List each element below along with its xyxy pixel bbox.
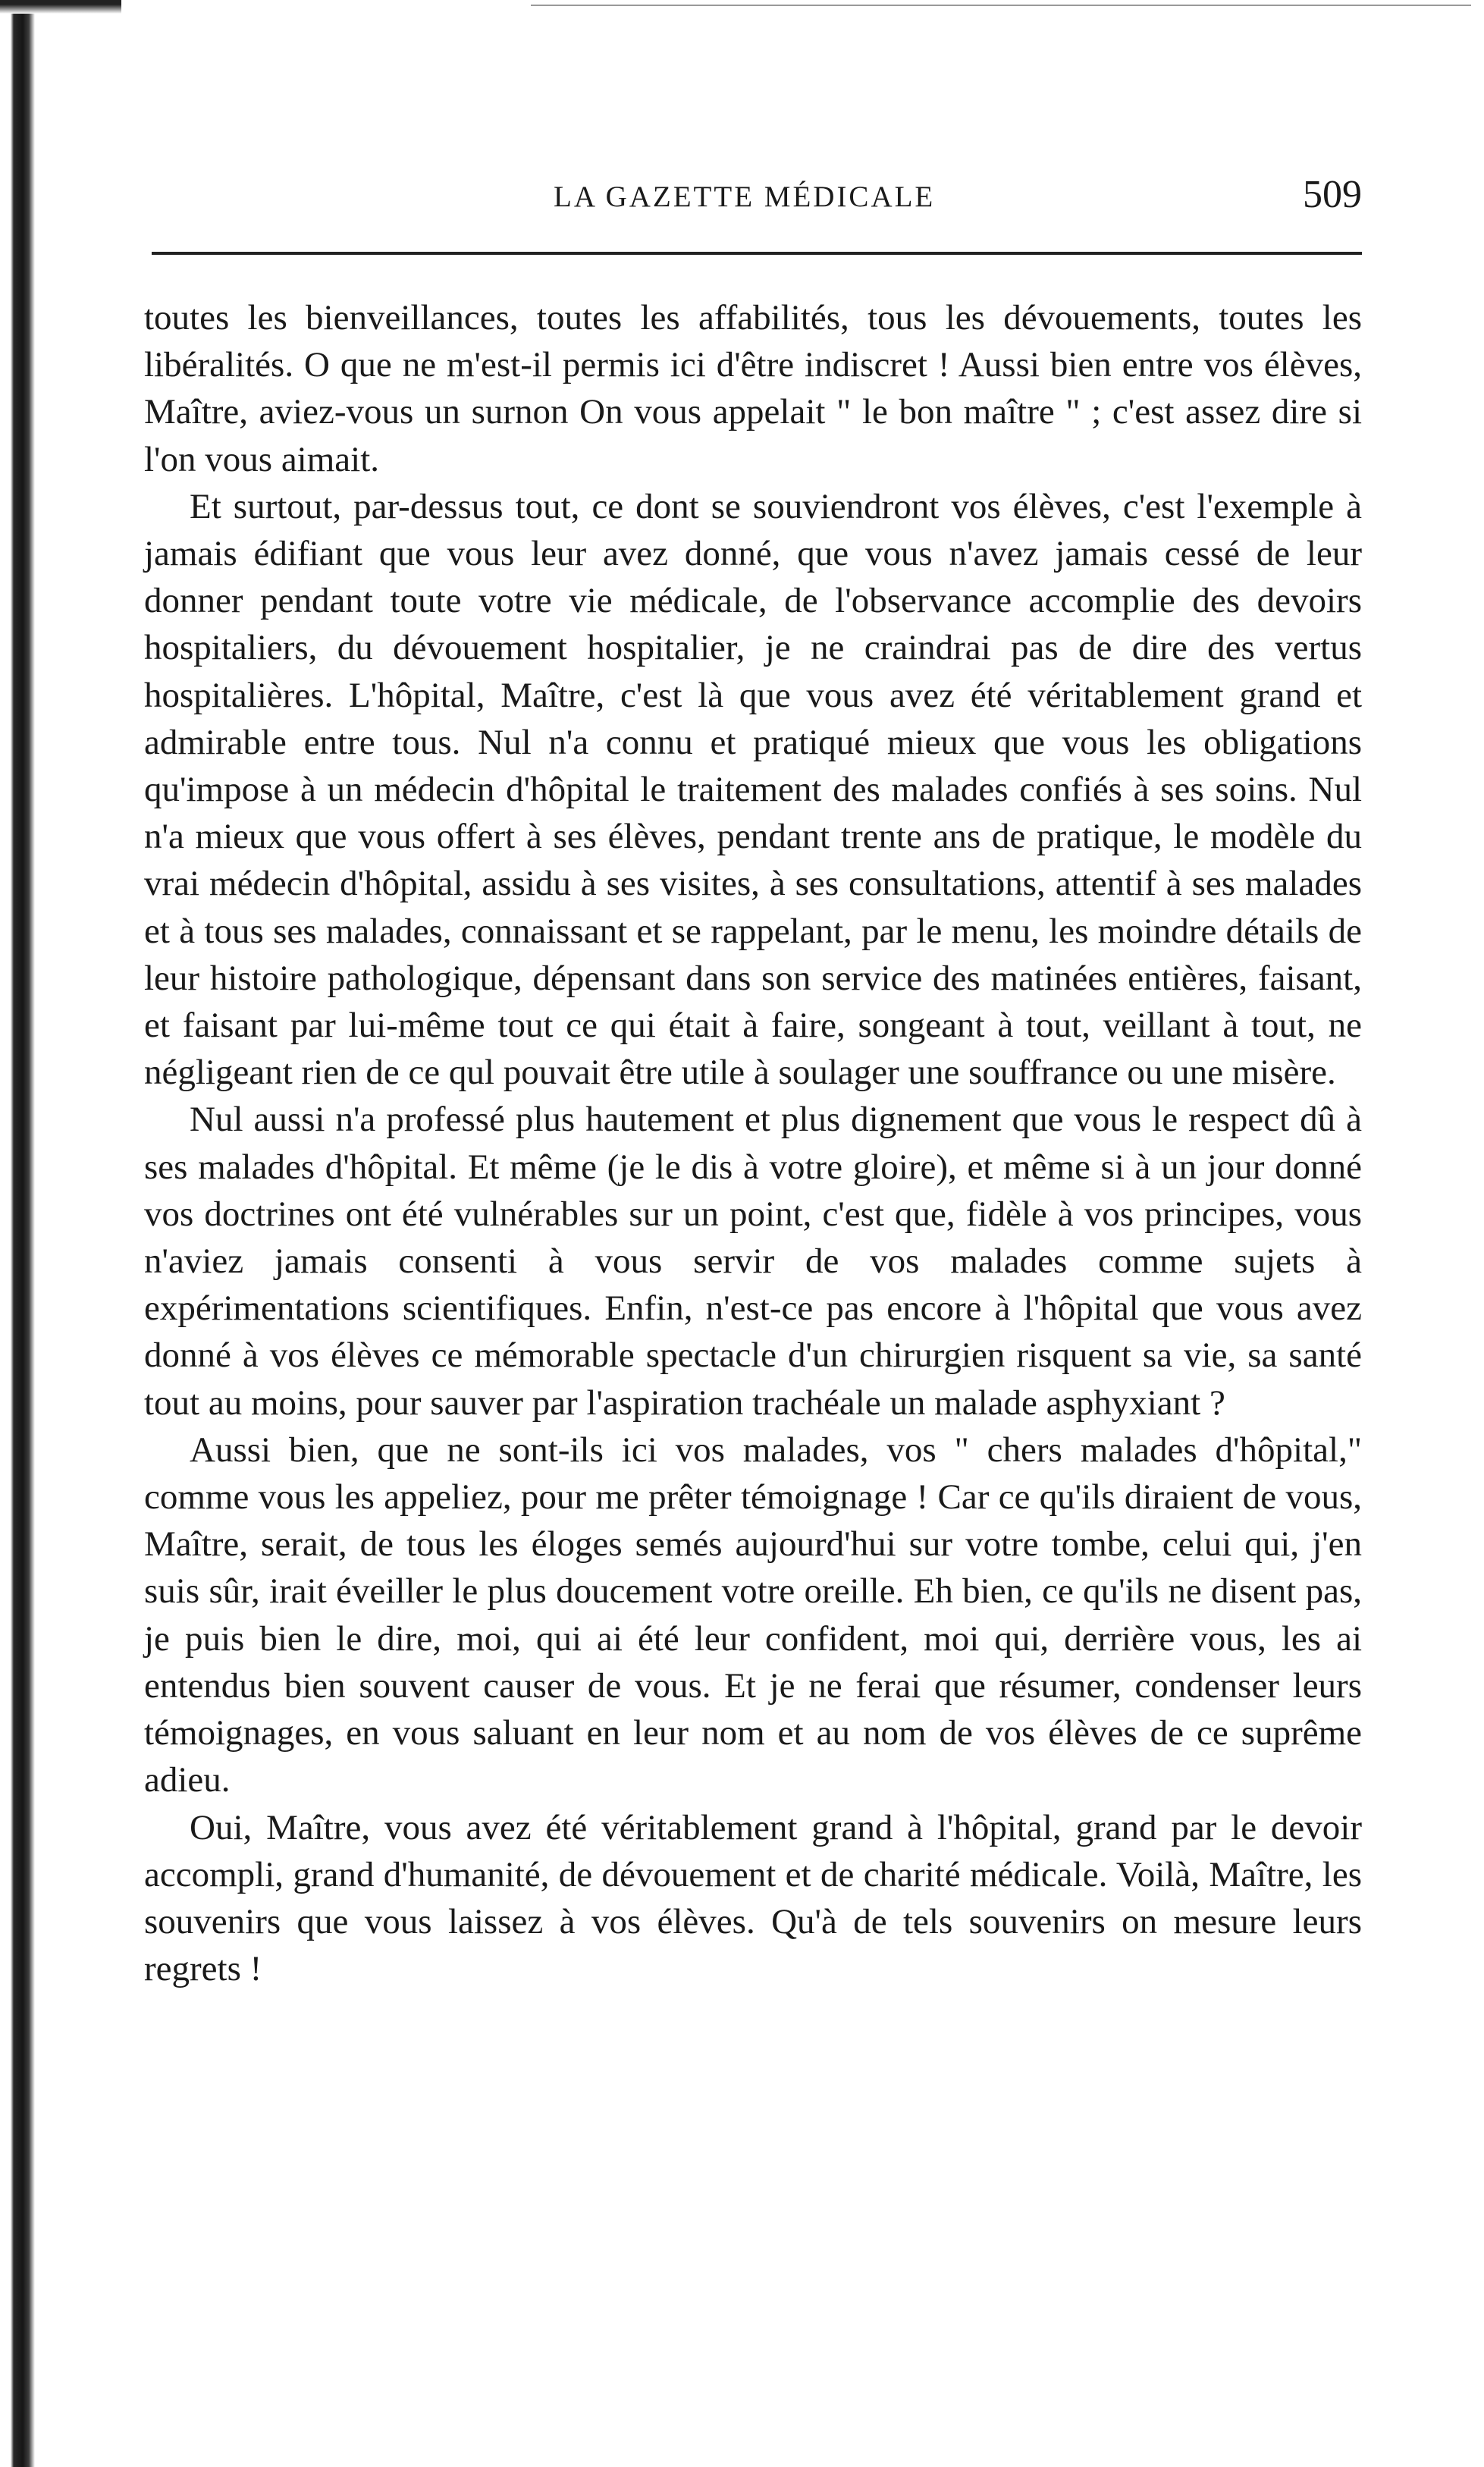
paragraph: toutes les bienveillances, toutes les affabilités, tous les dévouements, toutes les libéralités. O que ne m'est-il permis ici d'être indiscret ! Aussi bien entre vos élèves, Maître, aviez-vous un surnon On vous appelait " le bon maître " ; c'est assez dire si l'on vous aimait. — [144, 298, 1362, 479]
body-text — [144, 294, 1362, 1992]
page-header — [159, 168, 1362, 221]
paragraph: Aussi bien, que ne sont-ils ici vos malades, vos " chers malades d'hôpital," comme vous les appeliez, pour me prêter témoignage ! Car ce qu'ils diraient de vous, Maître, serait, de tous les éloges semés aujourd'hui sur votre tombe, celui qui, j'en suis sûr, irait éveiller le plus doucement votre oreille. Eh bien, ce qu'ils ne disent pas, je puis bien le dire, moi, qui ai été leur confident, moi qui, derrière vous, les ai entendus bien souvent causer de vous. Et je ne ferai que résumer, condenser leurs témoignages, en vous saluant en leur nom et au nom de vos élèves de ce suprême adieu. — [144, 1430, 1362, 1800]
paragraph: Et surtout, par-dessus tout, ce dont se souviendront vos élèves, c'est l'exemple à jamais édifiant que vous leur avez donné, que vous n'avez jamais cessé de leur donner pendant toute votre vie médicale, de l'observance accomplie des devoirs hospitaliers, du dévouement hospitalier, je ne craindrai pas de dire des vertus hospitalières. L'hôpital, Maître, c'est là que vous avez été véritablement grand et admirable entre tous. Nul n'a connu et pratiqué mieux que vous les obligations qu'impose à un médecin d'hôpital le traitement des malades confiés à ses soins. Nul n'a mieux que vous offert à ses élèves, pendant trente ans de pratique, le modèle du vrai médecin d'hôpital, assidu à ses visites, à ses consultations, attentif à ses malades et à tous ses malades, connaissant et se rappelant, par le menu, les moindre détails de leur histoire pathologique, dépensant dans son service des matinées entières, faisant, et faisant par lui-même tout ce qui était à faire, songeant à tout, veillant à tout, ne négligeant rien de ce qul pouvait être utile à soulager une souffrance ou une misère. — [144, 486, 1362, 1093]
scan-top-edge-line — [531, 5, 1471, 6]
paragraph: Oui, Maître, vous avez été véritablement grand à l'hôpital, grand par le devoir accompli, grand d'humanité, de dévouement et de charité médicale. Voilà, Maître, les souvenirs que vous laissez à vos élèves. Qu'à de tels souvenirs on mesure leurs regrets ! — [144, 1807, 1362, 1989]
scanned-page-edge — [0, 0, 35, 2467]
header-rule — [152, 252, 1362, 255]
page-number: 509 — [1303, 173, 1362, 216]
paragraph: Nul aussi n'a professé plus hautement et plus dignement que vous le respect dû à ses malades d'hôpital. Et même (je le dis à votre gloire), et même si à un jour donné vos doctrines ont été vulnérables sur un point, c'est que, fidèle à vos principes, vous n'aviez jamais consenti à vous servir de vos malades comme sujets à expérimentations scientifiques. Enfin, n'est-ce pas encore à l'hôpital que vous avez donné à vos élèves ce mémorable spectacle d'un chirurgien risquent sa vie, sa santé tout au moins, pour sauver par l'aspiration trachéale un malade asphyxiant ? — [144, 1100, 1362, 1423]
scanned-page-corner — [0, 0, 121, 14]
running-head: LA GAZETTE MÉDICALE — [554, 180, 936, 213]
